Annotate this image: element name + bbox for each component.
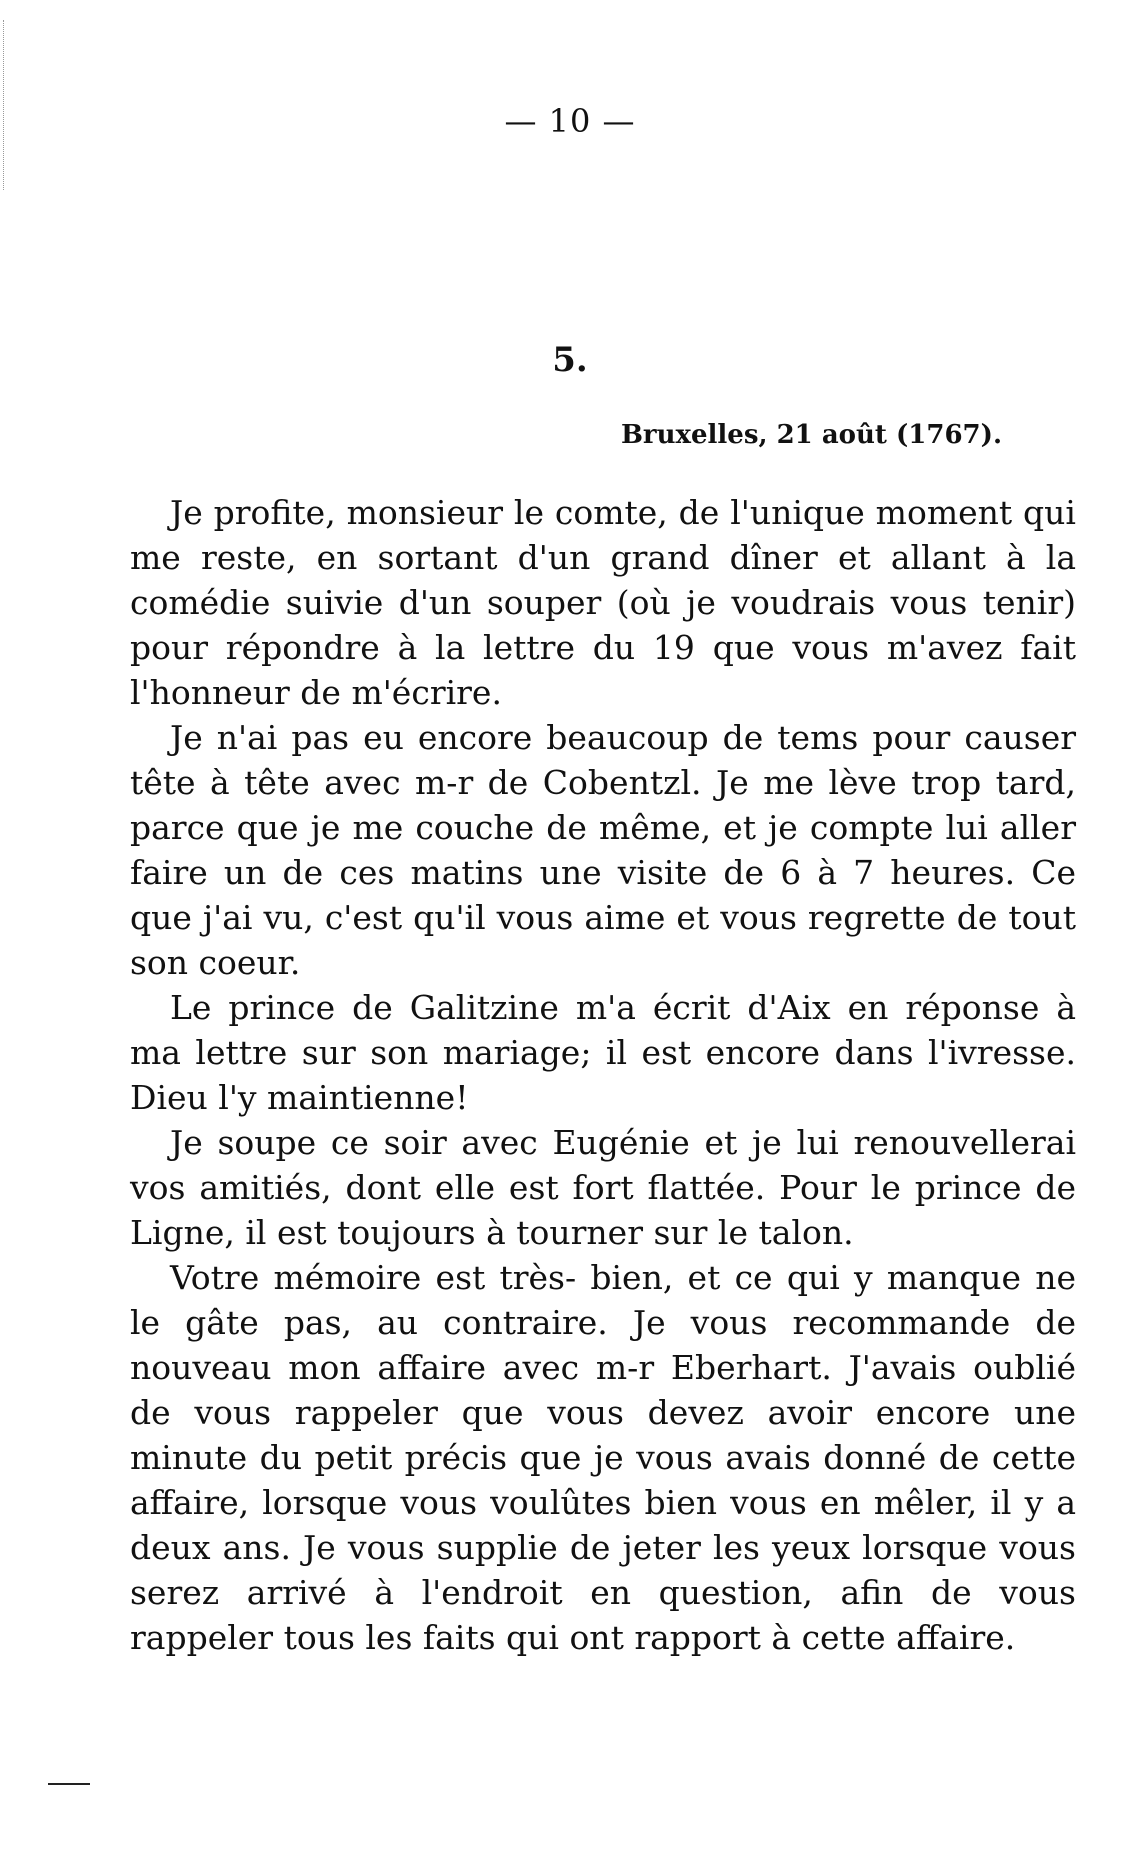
- letter-body: [130, 490, 1076, 1660]
- paragraph: Je soupe ce soir avec Eugénie et je lui renouvellerai vos amitiés, dont elle est fort flattée. Pour le prince de Ligne, il est toujours à tourner sur le talon.: [130, 1123, 1076, 1252]
- paragraph: Votre mémoire est très- bien, et ce qui y manque ne le gâte pas, au contraire. Je vous recommande de nouveau mon affaire avec m-r Eberhart. J'avais oublié de vous rappeler que vous devez avoir encore une minute du petit précis que je vous avais donné de cette affaire, lorsque vous voulûtes bien vous en mêler, il y a deux ans. Je vous supplie de jeter les yeux lorsque vous serez arrivé à l'endroit en question, afin de vous rappeler tous les faits qui ont rapport à cette affaire.: [130, 1258, 1076, 1657]
- letter-number: 5.: [552, 340, 588, 380]
- page-number: — 10 —: [504, 102, 636, 140]
- letter-dateline: Bruxelles, 21 août (1767).: [620, 420, 1002, 450]
- paragraph: Je profite, monsieur le comte, de l'unique moment qui me reste, en sortant d'un grand dîner et allant à la comédie suivie d'un souper (où je voudrais vous tenir) pour répondre à la lettre du 19 que vous m'avez fait l'honneur de m'écrire.: [130, 493, 1076, 712]
- paragraph: Le prince de Galitzine m'a écrit d'Aix en réponse à ma lettre sur son mariage; il est encore dans l'ivresse. Dieu l'y maintienne!: [130, 988, 1076, 1117]
- bottom-rule: [48, 1783, 90, 1785]
- paragraph: Je n'ai pas eu encore beaucoup de tems pour causer tête à tête avec m-r de Cobentzl. Je me lève trop tard, parce que je me couche de même, et je compte lui aller faire un de ces matins une visite de 6 à 7 heures. Ce que j'ai vu, c'est qu'il vous aime et vous regrette de tout son coeur.: [130, 718, 1076, 982]
